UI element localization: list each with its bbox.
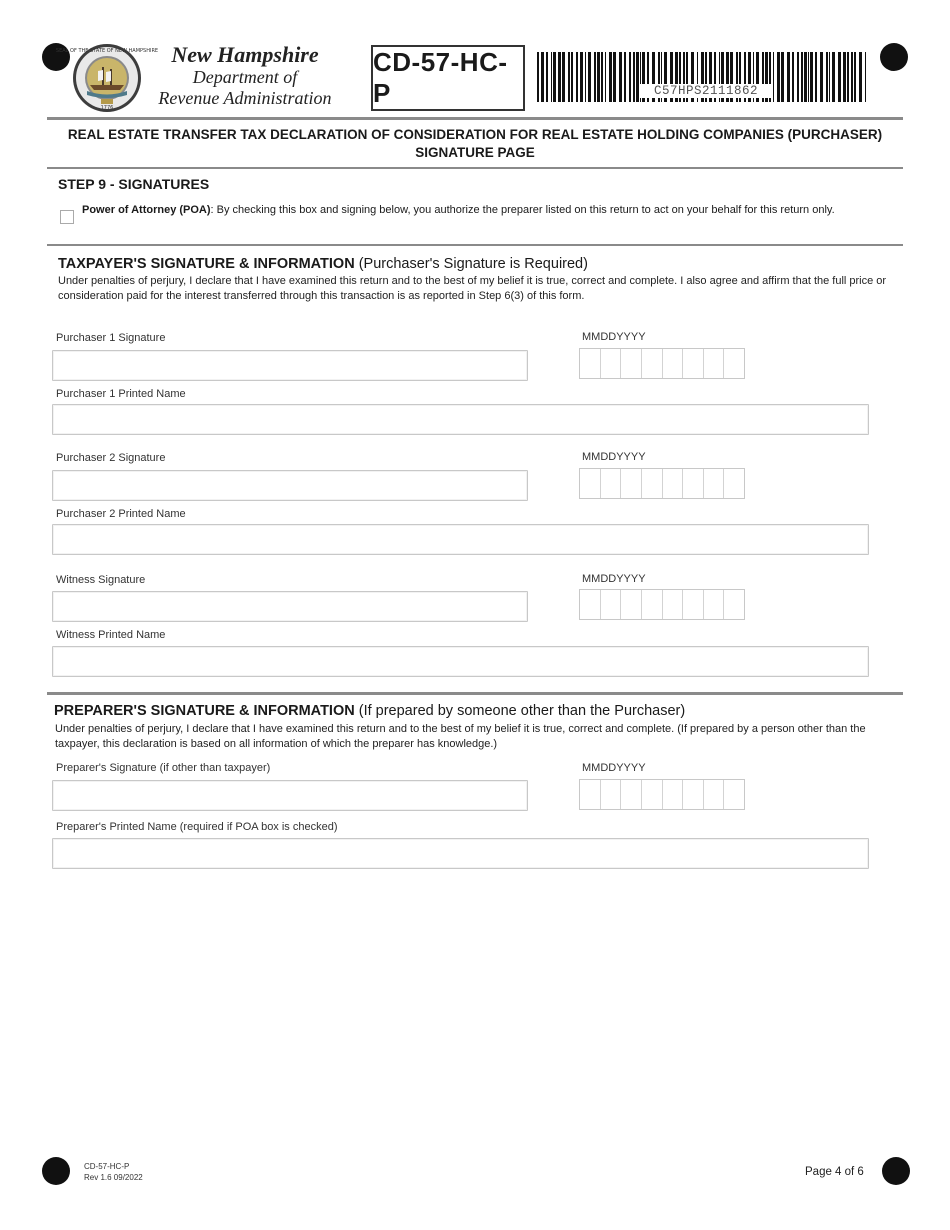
barcode-bar xyxy=(829,52,830,102)
barcode-bar xyxy=(609,52,612,102)
footer-form-id: CD-57-HC-P xyxy=(84,1162,130,1171)
barcode-bar xyxy=(576,52,578,102)
form-title: REAL ESTATE TRANSFER TAX DECLARATION OF CONSIDERATION FOR REAL ESTATE HOLDING COMPANIES (PURCHASER) xyxy=(67,127,883,142)
barcode-bar xyxy=(843,52,846,102)
barcode-bar xyxy=(568,52,570,102)
barcode-bar xyxy=(619,52,622,102)
page-number: Page 4 of 6 xyxy=(805,1166,864,1178)
title-divider xyxy=(47,167,903,169)
taxpayer-declaration: Under penalties of perjury, I declare that I have examined this return and to the best of my belief it is true, correct and complete. I also agree and affirm that the full price or consideration paid for the interest transferred through this transaction is as reported in Step 6(3) of this form. xyxy=(58,275,887,302)
barcode-bar xyxy=(558,52,561,102)
purchaser2-printed-name-label: Purchaser 2 Printed Name xyxy=(56,508,186,520)
taxpayer-heading-title: TAXPAYER'S SIGNATURE & INFORMATION xyxy=(58,256,355,272)
barcode-bar xyxy=(605,52,606,102)
barcode-bar xyxy=(551,52,552,102)
barcode-bar xyxy=(804,52,807,102)
barcode-bar xyxy=(594,52,596,102)
barcode-bar xyxy=(847,52,849,102)
poa-description xyxy=(82,203,872,217)
purchaser2-signature-label: Purchaser 2 Signature xyxy=(56,452,166,464)
barcode-bar xyxy=(838,52,841,102)
preparer-date-label: MMDDYYYY xyxy=(582,762,646,774)
poa-checkbox[interactable] xyxy=(60,210,74,224)
poa-text: : By checking this box and signing below, you authorize the preparer listed on this return to act on your behalf for this return only. xyxy=(210,204,835,216)
barcode-bar xyxy=(792,52,794,102)
barcode-bar xyxy=(633,52,635,102)
agency-name xyxy=(140,42,350,109)
barcode-bar xyxy=(588,52,591,102)
purchaser1-date-field[interactable] xyxy=(579,348,745,379)
purchaser2-date-label: MMDDYYYY xyxy=(582,451,646,463)
purchaser1-printed-name-label: Purchaser 1 Printed Name xyxy=(56,388,186,400)
purchaser2-signature-field[interactable] xyxy=(52,470,528,501)
barcode-bar xyxy=(854,52,856,102)
agency-division: Revenue Administration xyxy=(158,87,332,108)
barcode-bar xyxy=(787,52,790,102)
barcode-bar xyxy=(571,52,573,102)
barcode-bar xyxy=(585,52,586,102)
purchaser1-printed-name-field[interactable] xyxy=(52,404,869,435)
barcode-bar xyxy=(580,52,583,102)
barcode-bar xyxy=(624,52,626,102)
witness-printed-name-field[interactable] xyxy=(52,646,869,677)
barcode-bar xyxy=(546,52,548,102)
taxpayer-section-heading xyxy=(58,256,588,272)
barcode-bar xyxy=(808,52,809,102)
purchaser1-signature-field[interactable] xyxy=(52,350,528,381)
barcode-bar xyxy=(537,52,539,102)
purchaser1-signature-label: Purchaser 1 Signature xyxy=(56,332,166,344)
witness-date-label: MMDDYYYY xyxy=(582,573,646,585)
witness-signature-field[interactable] xyxy=(52,591,528,622)
barcode-bar xyxy=(773,52,774,102)
registration-mark-top-right xyxy=(880,43,908,71)
barcode-bar xyxy=(541,52,544,102)
step9-divider xyxy=(47,244,903,246)
preparer-heading-note: (If prepared by someone other than the Purchaser) xyxy=(354,703,686,719)
seal-ring-text: SEAL OF THE STATE OF NEW HAMPSHIRE xyxy=(55,48,159,54)
header-divider xyxy=(47,117,903,120)
purchaser2-date-field[interactable] xyxy=(579,468,745,499)
barcode-bar xyxy=(810,52,813,102)
barcode-bar xyxy=(636,52,639,102)
poa-label: Power of Attorney (POA) xyxy=(82,204,211,216)
form-id-box: CD-57-HC-P xyxy=(371,45,525,111)
agency-department: Department of xyxy=(192,67,298,88)
barcode-bar xyxy=(553,52,556,102)
barcode-bar xyxy=(777,52,780,102)
preparer-heading-title: PREPARER'S SIGNATURE & INFORMATION xyxy=(54,703,355,719)
purchaser2-printed-name-field[interactable] xyxy=(52,524,869,555)
barcode-bar xyxy=(820,52,823,102)
preparer-date-field[interactable] xyxy=(579,779,745,810)
registration-mark-bottom-left xyxy=(42,1157,70,1185)
preparer-section-heading xyxy=(54,703,685,719)
barcode-bar xyxy=(629,52,631,102)
barcode-text: C57HPS2111862 xyxy=(640,84,772,98)
barcode-bar xyxy=(562,52,565,102)
footer-revision: Rev 1.6 09/2022 xyxy=(84,1173,143,1182)
barcode-bar xyxy=(832,52,835,102)
barcode-bar xyxy=(865,52,866,102)
barcode-bar xyxy=(801,52,803,102)
registration-mark-bottom-right xyxy=(882,1157,910,1185)
purchaser1-date-label: MMDDYYYY xyxy=(582,331,646,343)
barcode-bar xyxy=(601,52,603,102)
preparer-printed-name-label: Preparer's Printed Name (required if POA box is checked) xyxy=(56,821,338,833)
barcode-bar xyxy=(797,52,799,102)
taxpayer-heading-note: (Purchaser's Signature is Required) xyxy=(354,256,588,272)
barcode-bar xyxy=(597,52,600,102)
barcode-bar xyxy=(613,52,616,102)
taxpayer-divider xyxy=(47,692,903,695)
barcode-bar xyxy=(815,52,817,102)
agency-state: New Hampshire xyxy=(171,42,319,67)
preparer-signature-label: Preparer's Signature (if other than taxpayer) xyxy=(56,762,271,774)
seal-year-text: 1776 xyxy=(100,105,114,111)
witness-signature-label: Witness Signature xyxy=(56,574,146,586)
form-subtitle: SIGNATURE PAGE xyxy=(415,145,535,160)
barcode-bar xyxy=(851,52,853,102)
state-seal-logo xyxy=(55,43,159,113)
barcode-bar xyxy=(781,52,784,102)
barcode-bar xyxy=(859,52,862,102)
preparer-signature-field[interactable] xyxy=(52,780,528,811)
witness-printed-name-label: Witness Printed Name xyxy=(56,629,166,641)
witness-date-field[interactable] xyxy=(579,589,745,620)
preparer-printed-name-field[interactable] xyxy=(52,838,869,869)
step9-heading: STEP 9 - SIGNATURES xyxy=(58,176,210,192)
barcode-bar xyxy=(826,52,828,102)
preparer-declaration: Under penalties of perjury, I declare that I have examined this return and to the best of my belief it is true, correct and complete. (If prepared by a person other than the taxpayer, this declaration is based on all information of which the preparer has knowledge.) xyxy=(55,723,866,750)
